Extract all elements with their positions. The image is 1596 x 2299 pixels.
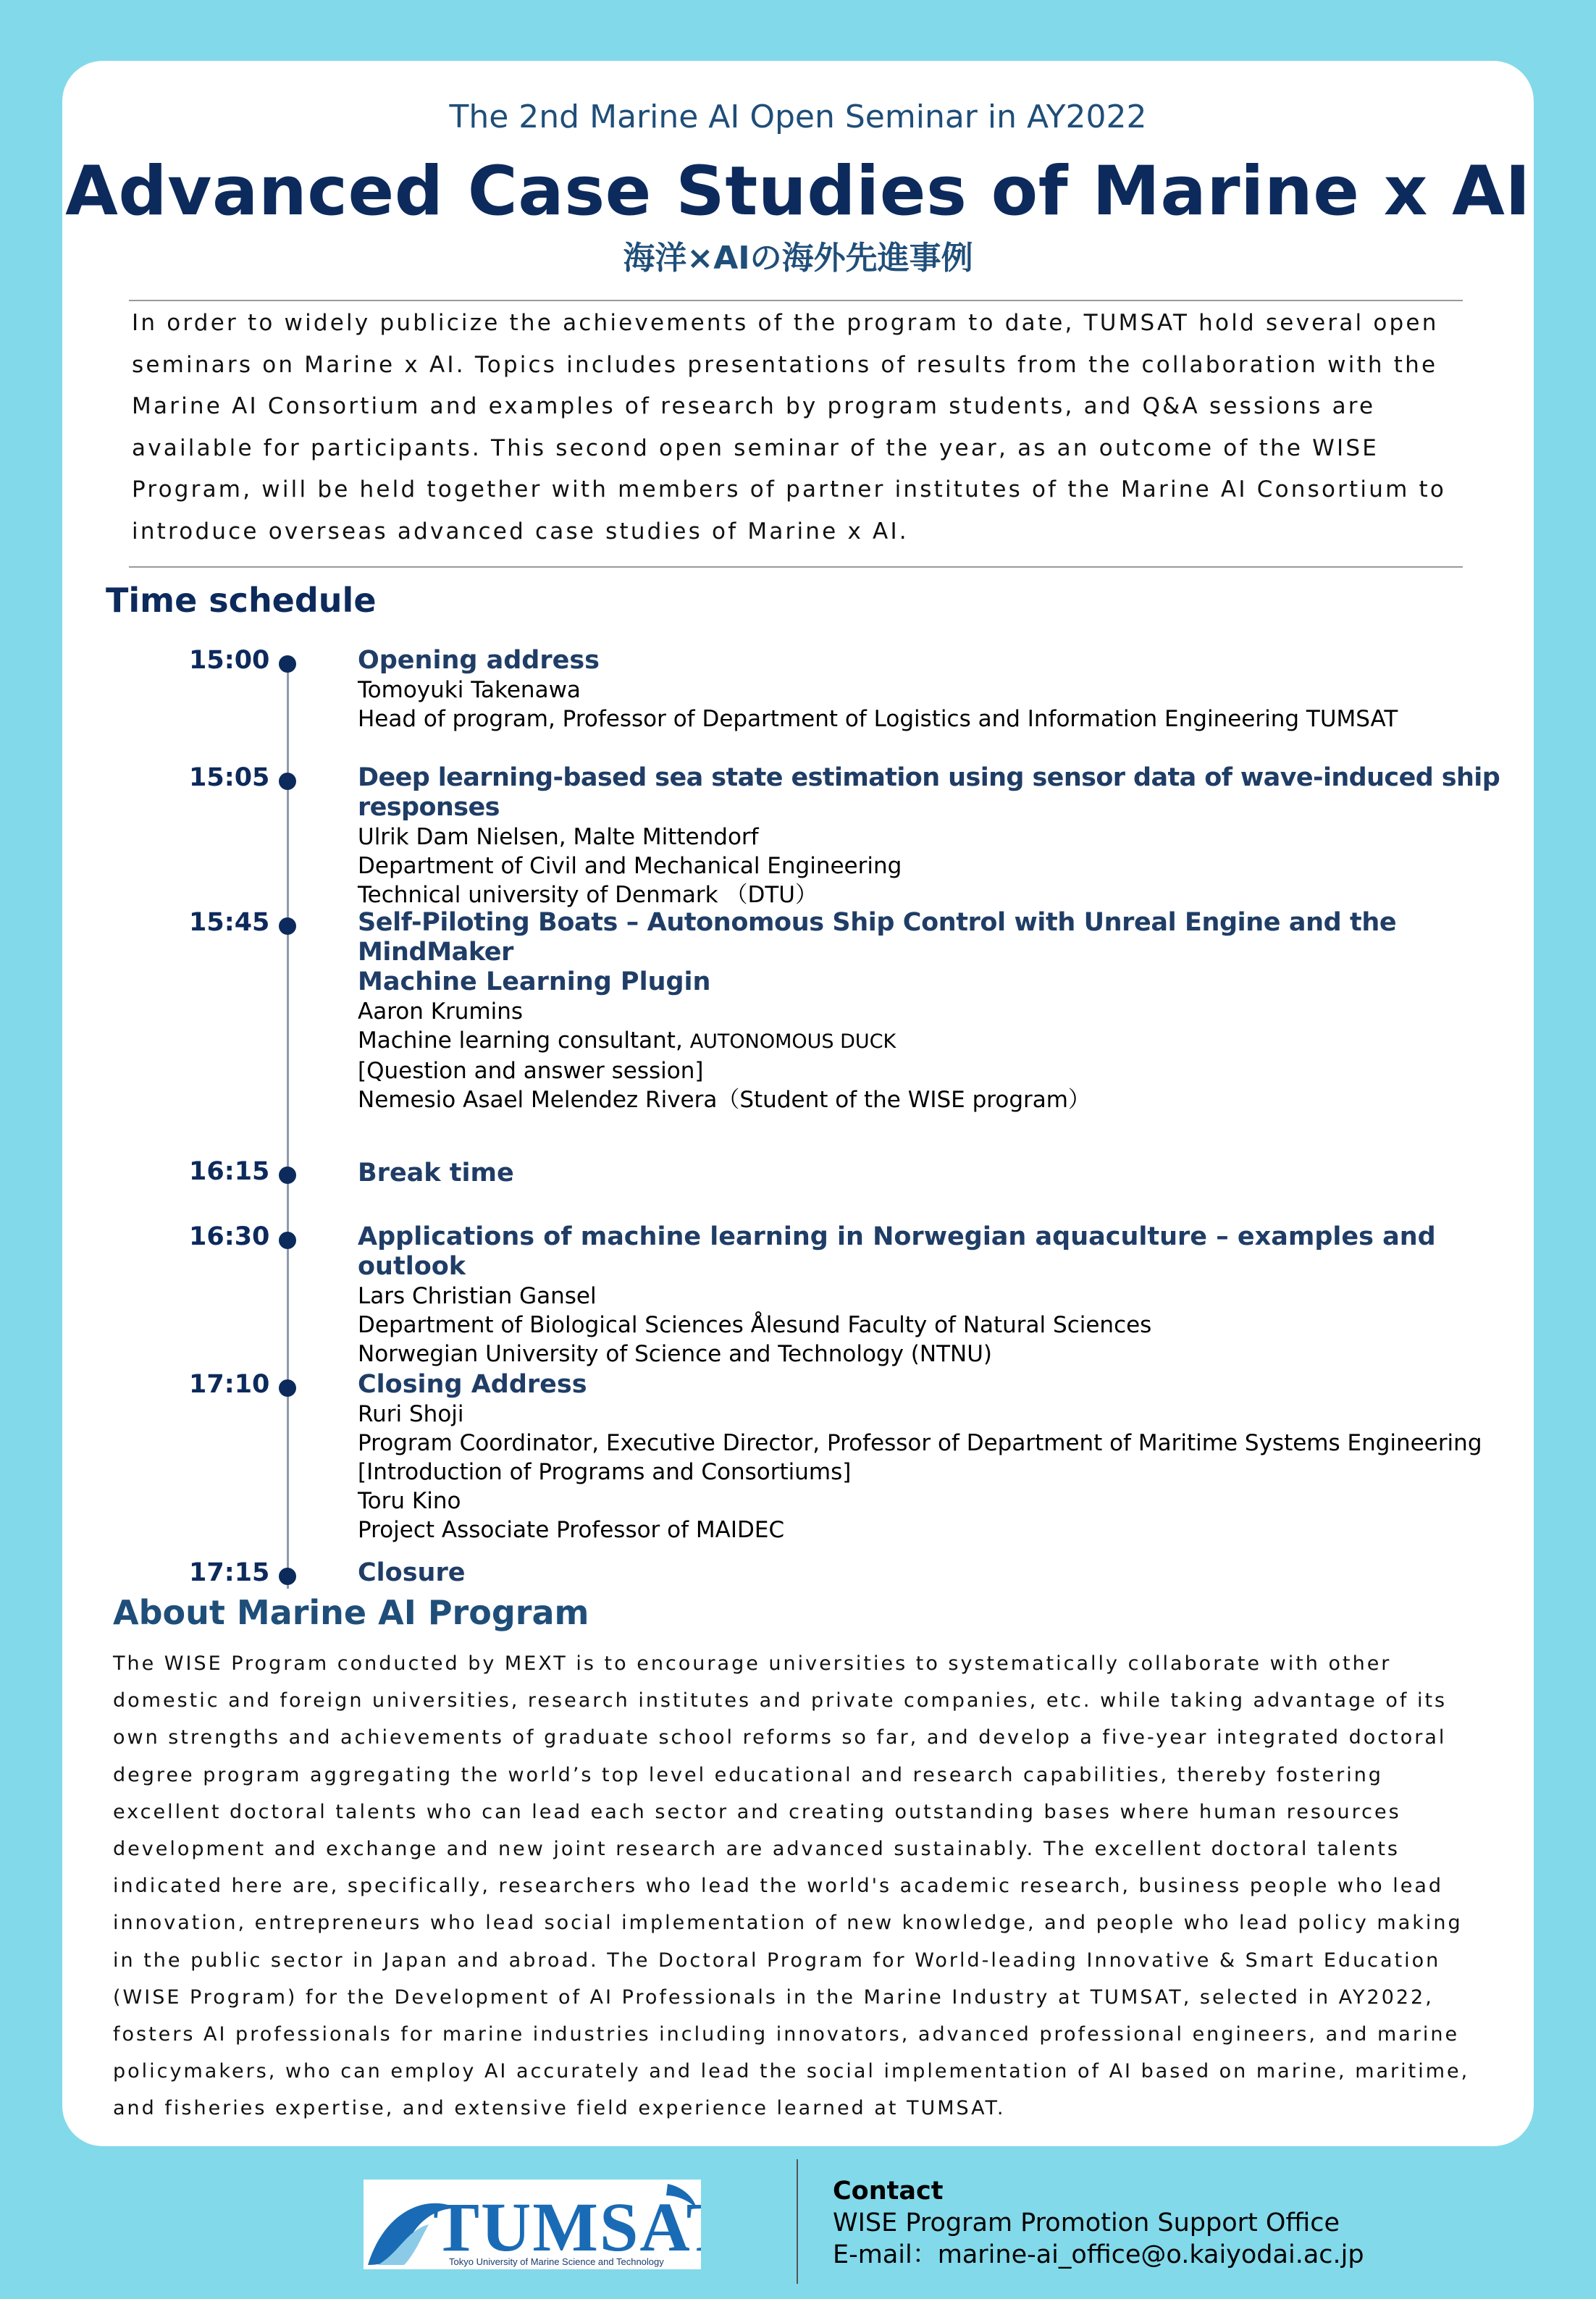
contact-office: WISE Program Promotion Support Office <box>833 2208 1340 2237</box>
qa-moderator: Nemesio Asael Melendez Rivera（Student of the WISE program） <box>358 1087 1091 1113</box>
qa-session-label: [Question and answer session] <box>358 1058 704 1084</box>
schedule-title: Deep learning-based sea state estimation using sensor data of wave-induced ship responses <box>358 763 1500 822</box>
logo-caption: Tokyo University of Marine Science and Technology <box>449 2256 664 2267</box>
speaker-institution: Norwegian University of Science and Technology (NTNU) <box>358 1341 992 1367</box>
speaker-affiliation: Head of program, Professor of Department of Logistics and Information Engineering TUMSAT <box>358 706 1398 732</box>
speaker-company: AUTONOMOUS DUCK <box>689 1030 896 1053</box>
seminar-subtitle: The 2nd Marine AI Open Seminar in AY2022 <box>449 98 1147 135</box>
schedule-title: Break time <box>358 1159 514 1188</box>
presenter-affiliation: Project Associate Professor of MAIDEC <box>358 1517 785 1543</box>
timeline-dot <box>279 1232 296 1249</box>
contact-email[interactable]: E-mail：marine-ai_office@o.kaiyodai.ac.jp <box>833 2240 1364 2269</box>
timeline-dot <box>279 773 296 790</box>
intro-paragraph: In order to widely publicize the achievements of the program to date, TUMSAT hold several open seminars on Marine x AI. Topics includes presentations of results from the collaboration with the Marine AI Consortium and examples of research by program students, and Q&A sessions are available for participants. This second open seminar of the year, as an outcome of the WISE Program, will be held together with members of partner institutes of the Marine AI Consortium to introduce overseas advanced case studies of Marine x AI. <box>132 310 1447 545</box>
timeline-dot <box>279 1379 296 1397</box>
timeline-dot <box>279 1167 296 1184</box>
speaker-name: Lars Christian Gansel <box>358 1283 597 1309</box>
speaker-role: Machine learning consultant, <box>358 1027 690 1054</box>
page-title: Advanced Case Studies of Marine x AI <box>65 152 1531 231</box>
schedule-time: 15:45 <box>189 908 270 937</box>
speaker-affiliation: Department of Civil and Mechanical Engineering <box>358 853 902 879</box>
schedule-time: 15:00 <box>189 646 270 675</box>
tumsat-logo <box>364 2180 701 2269</box>
speaker-name: Aaron Krumins <box>358 999 524 1025</box>
speaker-institution: Technical university of Denmark （DTU） <box>358 882 818 908</box>
schedule-title: Self-Piloting Boats – Autonomous Ship Control with Unreal Engine and the MindMaker <box>358 908 1397 967</box>
program-introduction-label: [Introduction of Programs and Consortiums] <box>358 1459 852 1485</box>
schedule-time: 17:15 <box>189 1558 270 1587</box>
speaker-affiliation <box>358 1026 1531 1056</box>
speaker-name: Ruri Shoji <box>358 1401 464 1427</box>
logo-wordmark: TUMSA <box>433 2188 686 2266</box>
timeline-line <box>287 662 289 1589</box>
schedule-heading: Time schedule <box>106 581 377 620</box>
contact-label: Contact <box>833 2177 944 2206</box>
about-paragraph: The WISE Program conducted by MEXT is to encourage universities to systematically collaborate with other domestic and foreign universities, research institutes and private companies, etc. while taking advantage of its own strengths and achievements of graduate school reforms so far, and develop a five-year integrated doctoral degree program aggregating the world’s top level educational and research capabilities, thereby fostering excellent doctoral talents who can lead each sector and creating outstanding bases where human resources development and exchange and new joint research are advanced sustainably. The excellent doctoral talents indicated here are, specifically, researchers who lead the world's academic research, business people who lead innovation, entrepreneurs who lead social implementation of new knowledge, and people who lead policy making in the public sector in Japan and abroad. The Doctoral Program for World-leading Innovative & Smart Education (WISE Program) for the Development of AI Professionals in the Marine Industry at TUMSAT, selected in AY2022, fosters AI professionals for marine industries including innovators, advanced professional engineers, and marine policymakers, who can employ AI accurately and lead the social implementation of AI based on marine, maritime, and fisheries expertise, and extensive field experience learned at TUMSAT. <box>113 1652 1470 2120</box>
schedule-title-continued: Machine Learning Plugin <box>358 967 711 996</box>
schedule-title: Closing Address <box>358 1370 587 1399</box>
schedule-time: 17:10 <box>189 1370 270 1399</box>
speaker-affiliation: Program Coordinator, Executive Director, Professor of Department of Maritime Systems Engineering <box>358 1430 1482 1456</box>
poster-card <box>62 61 1534 2146</box>
divider-bottom <box>129 566 1463 568</box>
timeline-dot <box>279 917 296 935</box>
tumsat-logo-icon <box>364 2180 701 2269</box>
schedule-time: 16:30 <box>189 1222 270 1251</box>
about-heading: About Marine AI Program <box>113 1593 589 1632</box>
speaker-name: Ulrik Dam Nielsen, Malte Mittendorf <box>358 824 759 850</box>
speaker-name: Tomoyuki Takenawa <box>358 677 581 703</box>
schedule-time: 15:05 <box>189 763 270 792</box>
speaker-affiliation: Department of Biological Sciences Ålesund Faculty of Natural Sciences <box>358 1312 1152 1338</box>
timeline-dot <box>279 1568 296 1585</box>
schedule-title: Opening address <box>358 646 600 675</box>
footer-divider <box>797 2159 798 2284</box>
timeline-dot <box>279 655 296 673</box>
schedule-time: 16:15 <box>189 1157 270 1186</box>
schedule-title: Closure <box>358 1558 466 1587</box>
schedule-title: Applications of machine learning in Norwegian aquaculture – examples and outlook <box>358 1222 1436 1281</box>
divider-top <box>129 300 1463 301</box>
contact-block <box>833 2175 1364 2271</box>
page-title-japanese: 海洋×AIの海外先進事例 <box>623 240 973 277</box>
presenter-name: Toru Kino <box>358 1488 461 1514</box>
